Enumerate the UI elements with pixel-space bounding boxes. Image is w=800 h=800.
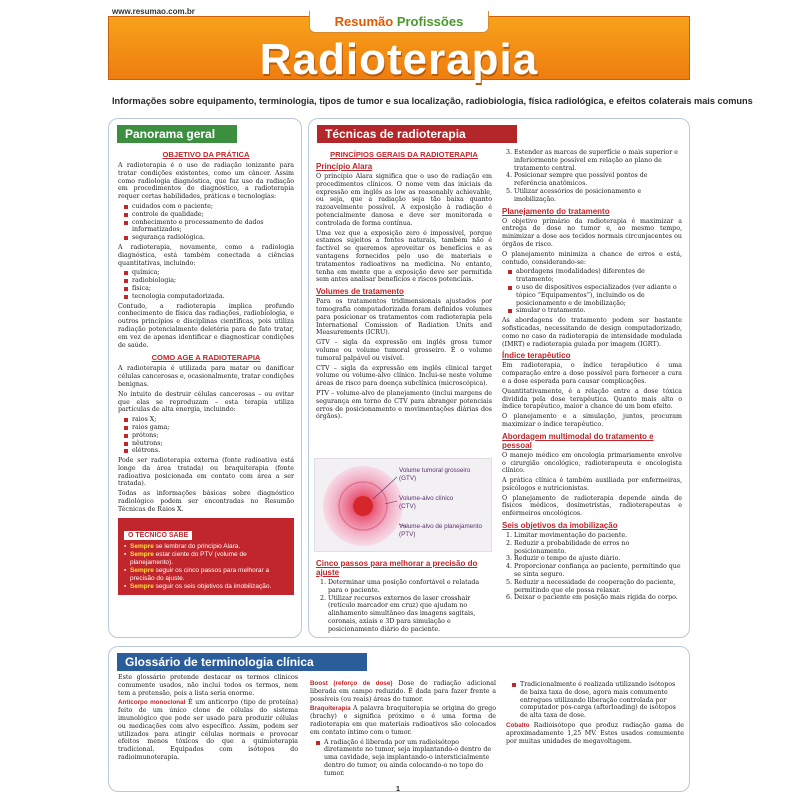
indice-title: Índice terapêutico: [502, 351, 571, 361]
multi-p1: O manejo médico em oncologia primariamente envolve o cirurgião oncológico, radioterapeuta e oncologista clínico.: [502, 451, 682, 475]
glossario-heading: Glossário de terminologia clínica: [117, 653, 367, 671]
page-number: 1: [396, 786, 400, 793]
list-item: raios gama;: [124, 424, 294, 432]
ptv-label: Volume-alvo de planejamento (PTV): [399, 523, 482, 538]
panorama-list2: [124, 269, 294, 300]
panorama-p7: Todas as informações básicas sobre diagnóstico radiológico podem ser encontradas no Resumão Técnicas de Raios X.: [118, 490, 294, 513]
plan-list: [508, 268, 682, 315]
cinco-title: Cinco passos para melhorar a precisão do ajuste: [316, 559, 478, 577]
list-item: 1. Limitar movimentação do paciente.: [514, 532, 682, 540]
list-item: A radiação é liberada por um radioisótopo diretamente no tumor, seja implantando-o dentro de uma cavidade, seja implantando-o intersticialmente dentro do tumor, ou ainda colocando-o no topo do tumor.: [316, 739, 496, 778]
glossario-cobalto: Cobalto Radioisótopo que produz radiação gama de aproximadamente 1,25 MV. Estes usados comumente por muitas unidades de megavoltagem.: [506, 721, 684, 745]
braqui-list: [316, 739, 496, 778]
list-item: simular o tratamento.: [508, 307, 682, 315]
list-item: 4. Proporcionar confiança ao paciente, permitindo que se sinta seguro.: [514, 563, 682, 579]
list-item: controle de qualidade;: [124, 211, 294, 219]
panorama-list1: [124, 203, 294, 242]
list-item: segurança radiológica.: [124, 234, 294, 242]
indice-p1: Em radioterapia, o índice terapêutico é uma comparação entre a dose possível para fornecer a cura e a dose esperada para causar complicações.: [502, 362, 682, 385]
list-item: química;: [124, 269, 294, 277]
tecnico-item: ▪ Sempre estar ciente do PTV (volume de planejamento).: [124, 551, 288, 567]
site-url[interactable]: www.resumao.com.br: [112, 7, 195, 16]
list-item: 3. Estender as marcas de superfície o mais superior e inferiormente possível em relação ao plano de tratamento central.: [514, 149, 682, 172]
list-item: radiobiologia;: [124, 277, 294, 285]
glossario-col-2: [310, 680, 496, 780]
cinco-passos: [316, 556, 492, 636]
tecnicas-col-right: [502, 148, 682, 604]
tecnico-item: ▪ Sempre se lembrar do princípio Alara.: [124, 543, 288, 551]
glossario-intro: Este glossário pretende destacar os termos clínicos comumente usados, não inclui todos os termos, nem tem a pretensão, pois a lista seria enorme.: [118, 674, 298, 697]
alara-title: Princípio Alara: [316, 162, 373, 171]
cinco-list-cont: [514, 149, 682, 204]
list-item: cuidados com o paciente;: [124, 203, 294, 211]
list-item: nêutrons;: [124, 440, 294, 448]
alara-p2: Uma vez que a exposição zero é impossível, porque estamos sujeitos a fontes naturais, também não é factível se queremos aproveitar os benefícios e as vantagens fornecidos pelo uso de materiais e tratamentos radioativos na medicina. No entanto, tenha em mente que a exposição deve ser permitida sem antes analisar benefícios e riscos potenciais.: [316, 229, 492, 284]
tecnico-sabe-box: [118, 518, 294, 595]
panorama-p2: A radioterapia, novamente, como a radiologia diagnóstica, está também conectada a ciências quantitativas, incluindo:: [118, 243, 294, 267]
panorama-heading: Panorama geral: [117, 125, 237, 143]
list-item: tecnologia computadorizada.: [124, 293, 294, 301]
list-item: elétrons.: [124, 447, 294, 455]
list-item: Tradicionalmente é realizada utilizando isótopos de baixa taxa de dose, agora mais comumente entregues utilizando liberação controlada por computador pós-carga (afterloading) de isótopos de alta taxa de dose.: [512, 681, 684, 720]
plan-p2: O planejamento minimiza a chance de erros e está, contudo, considerando-se:: [502, 250, 682, 266]
planejamento-title: Planejamento do tratamento: [502, 206, 610, 216]
gtv-label: Volume tumoral grosseiro (GTV): [399, 467, 471, 482]
list-item: prótons;: [124, 432, 294, 440]
list-item: conhecimento e processamento de dados informatizados;: [124, 219, 294, 235]
list-item: 4. Posicionar sempre que possível pontos de referência anatômicos.: [514, 172, 682, 188]
header-banner: [108, 14, 690, 84]
list-item: raios X;: [124, 416, 294, 424]
page-subtitle: Informações sobre equipamento, terminologia, tipos de tumor e sua localização, radiobiologia, física radiológica, e efeitos colaterais mais comuns: [112, 96, 753, 106]
panorama-p3: Contudo, a radioterapia implica profundo conhecimento de física das radiações, radiobiologia, e outros princípios e disciplinas científicas, pois utiliza radiação potencialmente deletéria para de fato tratar, em vez de apenas identificar e diagnosticar condições de saúde.: [118, 302, 294, 349]
indice-p3: O planejamento e a simulação, juntos, procuram maximizar o índice terapêutico.: [502, 413, 682, 428]
list-item: 2. Reduzir a probabilidade de erros no posicionamento.: [514, 540, 682, 556]
plan-p3: As abordagens do tratamento podem ser bastante sofisticadas, necessitando de design computadorizado, como no caso da radioterapia de intensidade modulada (IMRT) e radioterapia guiada por imagem (IGRT).: [502, 317, 682, 348]
panorama-p1: A radioterapia é o uso de radiação ionizante para tratar condições existentes, como um câncer. Assim como radiologia diagnóstica, que faz uso da radiação em procedimentos de diagnóstico, a radioterapia requer certas habilidades, práticas e tecnologias:: [118, 162, 294, 201]
page-title: Radioterapia: [259, 35, 539, 84]
list-item: física;: [124, 285, 294, 293]
multimodal-title: Abordagem multimodal do tratamento e pessoal: [502, 431, 654, 450]
panorama-p5: No intuito de destruir células cancerosas – ou evitar que elas se reproduzam – esta terapia utiliza partículas de alta energia, incluindo:: [118, 390, 294, 414]
list-item: 5. Utilizar acessórios de posicionamento e imobilização.: [514, 188, 682, 204]
series-tag: [309, 11, 489, 33]
series-tag-b: Profissões: [396, 14, 464, 29]
tecnico-item: ▪ Sempre seguir os seis objetivos da imobilização.: [124, 583, 288, 591]
panorama-p4: A radioterapia é utilizada para matar ou danificar células cancerosas e, ocasionalmente, tratar condições benignas.: [118, 365, 294, 388]
glossario-col-1: [118, 674, 298, 764]
volumes-p2: GTV – sigla da expressão em inglês gross tumor volume ou volume tumoral grosseiro. É o volume tumoral palpável ou visível.: [316, 339, 492, 362]
panorama-p6: Pode ser radioterapia externa (fonte radioativa está longe da área tratada) ou braquiterapia (fonte radioativa posicionada em contato com área a ser tratada).: [118, 457, 294, 488]
ctv-label: Volume-alvo clínico (CTV): [399, 495, 454, 510]
list-item: 2. Utilizar recursos externos de laser crosshair (retículo marcador em cruz) que ajudam no alinhamento simultâneo das imagens sagitais, coronais, axiais e 3D para simulação e posicionamento diário do paciente.: [328, 595, 492, 634]
trad-list: [512, 681, 684, 720]
glossario-boost: Boost (reforço de dose) Dose de radiação adicional liberada em campo reduzido. É dada para fazer frente a possíveis (ou reais) áreas do tumor.: [310, 680, 496, 703]
cinco-list: [328, 579, 492, 634]
list-item: abordagens (modalidades) diferentes de tratamento;: [508, 268, 682, 284]
tecnicas-col-left: [316, 146, 492, 423]
indice-p2: Quantitativamente, é a relação entre a dose tóxica dividida pela dose terapêutica. Quanto mais alto o índice terapêutico, maior a chance de um bom efeito.: [502, 387, 682, 411]
volumes-p1: Para os tratamentos tridimensionais ajustados por tomografia computadorizada foram definidos volumes para posicionar os tratamentos com radioterapia pela International Comission of Radiation Units and Measurements (ICRU).: [316, 298, 492, 337]
tecnico-sabe-heading: O TÉCNICO SABE: [124, 531, 192, 540]
multi-p3: O planejamento de radioterapia depende ainda de físicos médicos, dosimetristas, radioterapeutas e enfermeiros oncológicos.: [502, 494, 682, 518]
glossario-anticorpo: Anticorpo monoclonal É um anticorpo (tipo de proteína) feito de um único clone de células do sistema imunológico que pode ser usado para produzir células ou medicações com alvo específico. Assim, podem ser utilizados para atingir células normais e provocar efeitos menos tóxicos do que a quimioterapia tradicional. Equipados com isótopos do radioimunoterapia.: [118, 699, 298, 761]
gtv-circle: [353, 496, 373, 516]
volumes-title: Volumes de tratamento: [316, 287, 404, 297]
panorama-list3: [124, 416, 294, 455]
panorama-content: [118, 146, 294, 595]
como-age-title: COMO AGE A RADIOTERAPIA: [151, 353, 261, 363]
list-item: 6. Deixar o paciente em posição mais rígida do corpo.: [514, 594, 682, 602]
volumes-diagram: [314, 458, 492, 552]
multi-p2: A prática clínica é também auxiliada por enfermeiras, psicólogos e nutricionistas.: [502, 477, 682, 492]
list-item: o uso de dispositivos especializados (ver adiante o tópico “Equipamentos”), incluindo os de posicionamento e de imobilização;: [508, 284, 682, 307]
seis-list: [514, 532, 682, 602]
glossario-braqui: Braquiterapia A palavra braquiterapia se origina do grego (brachy) e significa próximo e é uma forma de radioterapia em que materiais radioativos são colocados em contato íntimo com o tumor.: [310, 705, 496, 736]
glossario-col-3: [506, 680, 684, 747]
list-item: 5. Reduzir a necessidade de cooperação do paciente, permitindo que ele possa relaxar.: [514, 579, 682, 595]
volumes-p3: CTV – sigla da expressão em inglês clinical target volume ou volume-alvo clínico. Inclui-se neste volume áreas de risco para doença subclínica (microscópica).: [316, 364, 492, 388]
list-item: 3. Reduzir o tempo de ajuste diário.: [514, 555, 682, 563]
volumes-p4: PTV – volume-alvo de planejamento (inclui margens de segurança em torno do CTV para abranger potenciais erros de posicionamento e movimentações diárias dos órgãos).: [316, 389, 492, 421]
objetivo-title: OBJETIVO DA PRÁTICA: [162, 150, 250, 159]
list-item: 1. Determinar uma posição confortável e relatada para o paciente.: [328, 579, 492, 595]
seis-title: Seis objetivos da imobilização: [502, 521, 618, 531]
principios-title: PRINCÍPIOS GERAIS DA RADIOTERAPIA: [330, 150, 478, 159]
plan-p1: O objetivo primário da radioterapia é maximizar a entrega de dose no tumor e, ao mesmo tempo, minimizar a dose aos tecidos normais circunjacentes ou órgãos de risco.: [502, 217, 682, 248]
series-tag-a: Resumão: [334, 14, 394, 29]
tecnico-item: ▪ Sempre seguir os cinco passos para melhorar a precisão do ajuste.: [124, 567, 288, 583]
alara-p1: O princípio Alara significa que o uso de radiação em procedimentos clínicos. O nome vem das iniciais da expressão em inglês as low as reasonably achievable, ou seja, que a radiação seja tão baixa quanto razoavelmente possível. A exposição à radiação é potencialmente danosa e deve ser monitorada e controlada de forma contínua.: [316, 173, 492, 227]
tecnicas-heading: Técnicas de radioterapia: [317, 125, 517, 143]
